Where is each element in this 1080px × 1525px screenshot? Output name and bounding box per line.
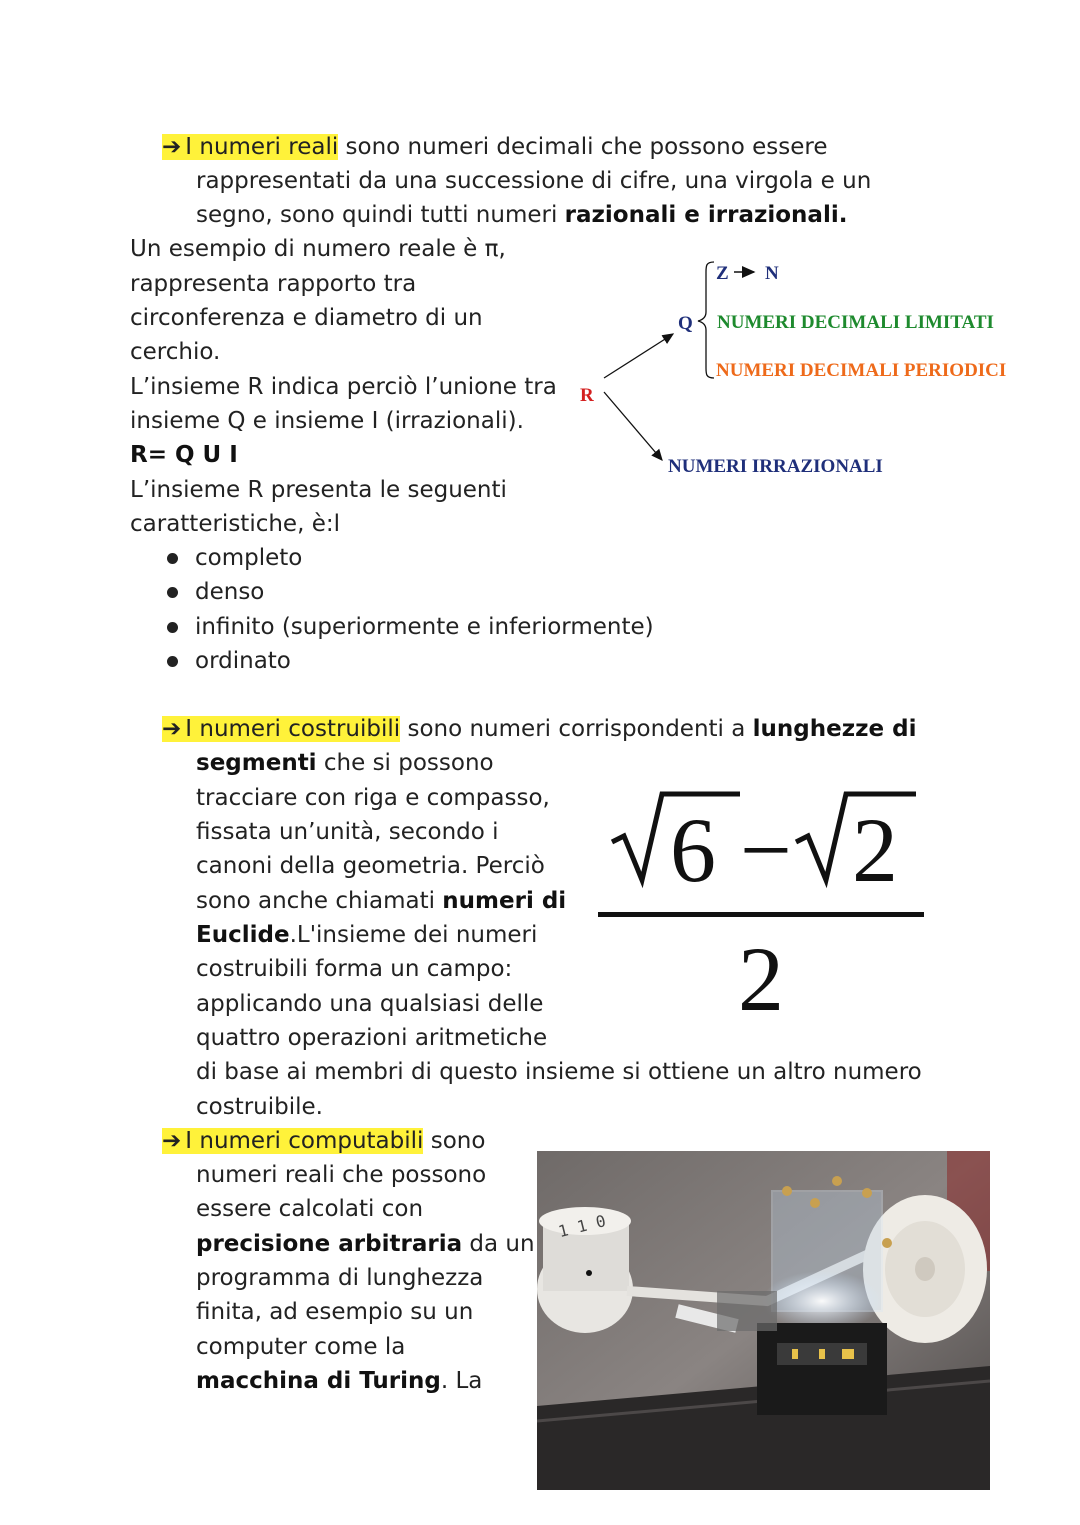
arrow-icon: ➔: [162, 716, 182, 742]
costruibili-line6-pre: sono anche chiamati: [196, 888, 443, 914]
costruibili-line3: tracciare con riga e compasso,: [196, 785, 550, 811]
example-line: insieme Q e insieme I (irrazionali).: [130, 408, 524, 434]
bullet-icon: [167, 622, 178, 633]
costruibili-line2-rest: che si possono: [316, 750, 494, 776]
reali-line1-rest: sono numeri decimali che possono essere: [338, 134, 828, 160]
list-item: [130, 541, 654, 575]
costruibili-line10: quattro operazioni aritmetiche: [196, 1025, 548, 1051]
costruibili-line8: costruibili forma un campo:: [196, 956, 513, 982]
reali-line3-pre: segno, sono quindi tutti numeri: [196, 202, 565, 228]
reali-term-highlight: [162, 134, 338, 160]
computabili-line4-rest: da un: [462, 1231, 535, 1257]
costruibili-line2-bold: segmenti: [196, 750, 317, 776]
costruibili-line7-rest: .L'insieme dei numeri: [289, 922, 538, 948]
r-label: R: [580, 385, 594, 406]
list-item-label: completo: [195, 545, 303, 571]
reali-line3: [196, 198, 847, 232]
computabili-line8-bold: macchina di Turing: [196, 1368, 441, 1394]
list-item: [130, 644, 654, 678]
computabili-line8-rest: . La: [440, 1368, 483, 1394]
costruibili-line6-bold: numeri di: [442, 888, 567, 914]
fraction-minus: −: [740, 799, 792, 901]
periodici-label: NUMERI DECIMALI PERIODICI: [716, 360, 1007, 381]
costruibili-line6: [196, 884, 566, 918]
computabili-term-highlight: [162, 1128, 423, 1154]
tape-digits: 1 1 0: [556, 1211, 608, 1242]
irrazionali-label: NUMERI IRRAZIONALI: [668, 456, 883, 477]
computabili-line1-rest: sono: [423, 1128, 486, 1154]
fraction-num-b: 2: [852, 799, 898, 901]
bullet-icon: [167, 656, 178, 667]
example-line: rappresenta rapporto tra: [130, 271, 417, 297]
costruibili-line2: [196, 746, 494, 780]
costruibili-term: I numeri costruibili: [185, 716, 401, 742]
fraction-bar: [598, 912, 924, 917]
reali-term: I numeri reali: [185, 134, 339, 160]
example-line: L’insieme R indica perciò l’unione tra: [130, 374, 557, 400]
set-formula-text: R= Q U I: [130, 442, 238, 468]
list-item-label: denso: [195, 579, 265, 606]
fraction-formula: [590, 780, 935, 1020]
fraction-num-a: 6: [670, 799, 716, 901]
arrow-icon: ➔: [162, 1128, 182, 1154]
limitati-label: NUMERI DECIMALI LIMITATI: [717, 312, 994, 333]
reali-heading-line: [162, 130, 828, 164]
chars-line: L’insieme R presenta le seguenti: [130, 477, 507, 503]
arrow-to-irrazionali: [604, 392, 662, 460]
costruibili-line9: applicando una qualsiasi delle: [196, 991, 544, 1017]
costruibili-line1-bold: lunghezze di: [752, 716, 917, 742]
computabili-heading-line: [162, 1124, 485, 1158]
q-label: Q: [678, 313, 693, 334]
chars-line: caratteristiche, è:l: [130, 511, 340, 537]
computabili-line8: [196, 1364, 482, 1398]
computabili-line4: [196, 1227, 535, 1261]
costruibili-term-highlight: [162, 716, 400, 742]
costruibili-line7: [196, 918, 537, 952]
computabili-line6: finita, ad esempio su un: [196, 1299, 474, 1325]
turing-machine-photo: [537, 1151, 990, 1490]
computabili-line7: computer come la: [196, 1334, 406, 1360]
example-line: cerchio.: [130, 339, 221, 365]
costruibili-line5: canoni della geometria. Perciò: [196, 853, 545, 879]
example-line: Un esempio di numero reale è π,: [130, 236, 506, 262]
reali-line2: rappresentati da una successione di cifre, una virgola e un: [196, 168, 872, 194]
costruibili-line7-bold: Euclide: [196, 922, 290, 948]
computabili-line5: programma di lunghezza: [196, 1265, 484, 1291]
costruibili-line1-rest: sono numeri corrispondenti a: [400, 716, 753, 742]
bullet-icon: [167, 553, 178, 564]
brace-icon: [698, 262, 714, 378]
costruibili-line12: costruibile.: [196, 1094, 323, 1120]
number-sets-diagram: [570, 250, 1050, 490]
list-item: [130, 610, 654, 644]
set-formula: [130, 438, 238, 472]
arrow-icon: ➔: [162, 134, 182, 160]
reali-line3-bold: razionali e irrazionali.: [564, 202, 848, 228]
fraction-den: 2: [738, 928, 784, 1020]
example-line: circonferenza e diametro di un: [130, 305, 483, 331]
costruibili-line11: di base ai membri di questo insieme si ottiene un altro numero: [196, 1059, 922, 1085]
computabili-line2: numeri reali che possono: [196, 1162, 487, 1188]
computabili-line3: essere calcolati con: [196, 1196, 424, 1222]
z-label: Z: [716, 263, 729, 284]
bullet-icon: [167, 587, 178, 598]
arrow-to-q: [604, 334, 673, 378]
list-item-label: ordinato: [195, 648, 291, 675]
properties-list: [130, 541, 654, 679]
costruibili-line4: fissata un’unità, secondo i: [196, 819, 499, 845]
costruibili-heading-line: [162, 712, 916, 746]
computabili-term: I numeri computabili: [185, 1128, 424, 1154]
list-item: [130, 575, 654, 609]
computabili-line4-bold: precisione arbitraria: [196, 1231, 463, 1257]
n-label: N: [765, 263, 779, 284]
list-item-label: infinito (superiormente e inferiormente): [195, 613, 654, 640]
